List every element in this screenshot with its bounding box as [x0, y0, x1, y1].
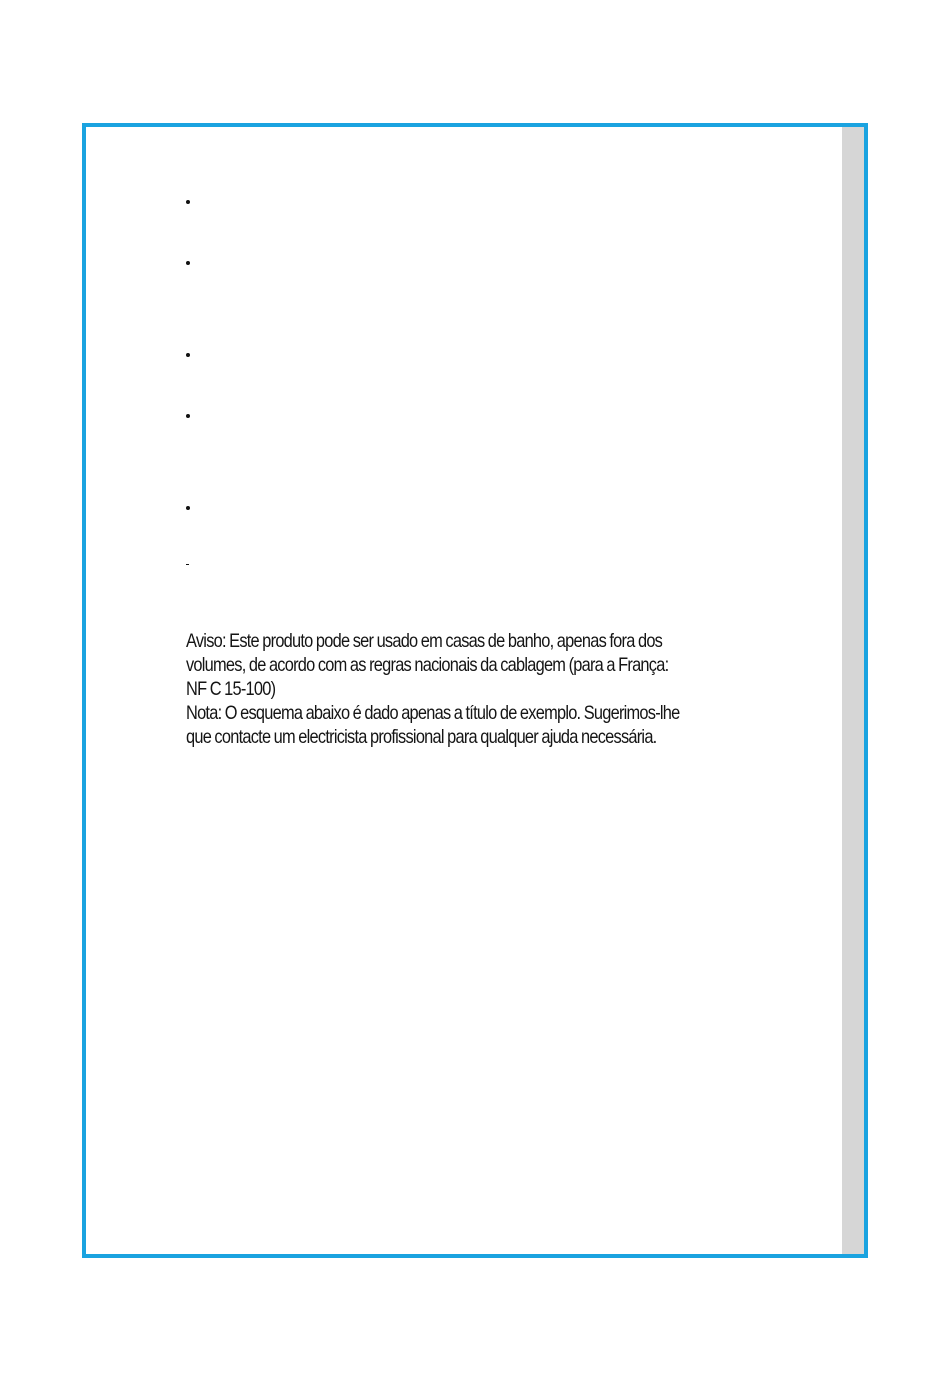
side-tab-shape [842, 127, 864, 1254]
notice-block [186, 629, 824, 749]
page-frame [82, 123, 868, 1258]
warning-text: Aviso: Este produto pode ser usado em casas de banho, apenas fora dos volumes, de acordo com as regras nacionais da cablagem (para a França: NF C 15-100) [186, 630, 669, 700]
bullet-marker [186, 414, 190, 418]
note-text: Nota: O esquema abaixo é dado apenas a título de exemplo. Sugerimos-lhe que contacte um electricista profissional para qualquer ajuda necessária. [186, 702, 680, 748]
bullet-marker [186, 261, 190, 265]
bullet-marker [186, 506, 190, 510]
bullet-marker-dash [186, 564, 189, 565]
side-tab [842, 127, 864, 1254]
bullet-marker [186, 200, 190, 204]
bullet-marker [186, 353, 190, 357]
